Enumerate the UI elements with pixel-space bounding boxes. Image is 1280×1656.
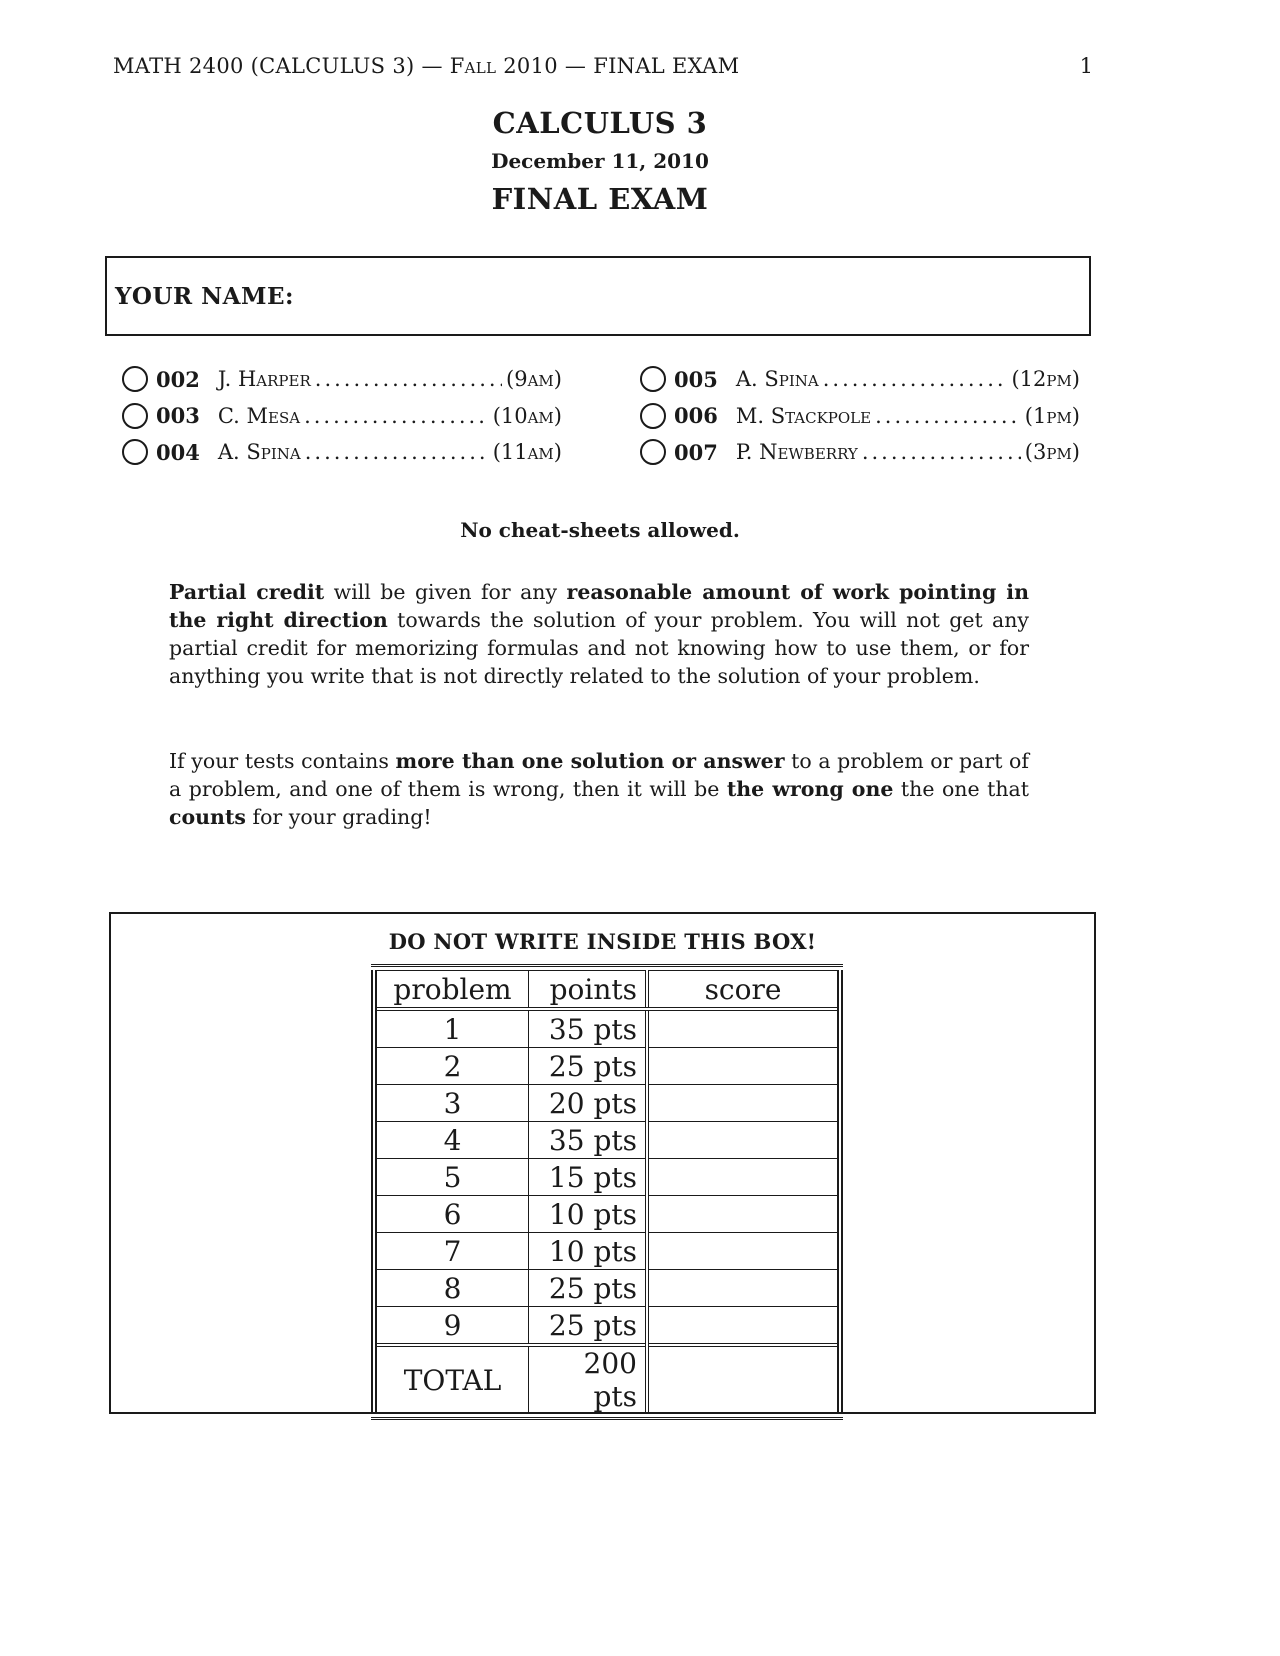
table-row [374,1085,840,1122]
table-row [374,1009,840,1048]
score-cell [647,1048,840,1085]
header-separator: — [421,54,443,78]
section-time: (1pm) [1024,403,1080,428]
dot-leader [304,404,489,428]
multiple-answers-paragraph [169,747,1029,831]
points-cell: 25 pts [529,1307,648,1346]
section-option[interactable] [640,398,1080,435]
section-list-right [640,361,1080,471]
section-instructor: A. Spina [217,440,301,465]
radio-circle-icon[interactable] [122,366,148,392]
bold-text: reasonable amount of work pointing in the right direction [169,580,1029,632]
points-cell: 15 pts [529,1159,648,1196]
points-cell: 25 pts [529,1048,648,1085]
bold-text: counts [169,805,246,829]
exam-date: December 11, 2010 [491,149,709,173]
score-table [371,970,843,1414]
radio-circle-icon[interactable] [122,403,148,429]
section-number: 004 [156,439,200,465]
problem-cell: 4 [374,1122,529,1159]
page-title: CALCULUS 3 [492,106,708,140]
body-text: towards the solution of your problem. You will not get any partial credit for memorizing formulas and not knowing how to use them, or for anything you write that is not directly related to the solution of your problem. [169,608,1029,688]
score-cell [647,1159,840,1196]
score-cell [647,1196,840,1233]
body-text: If your tests contains [169,749,396,773]
name-box[interactable] [105,256,1091,336]
body-text: to a problem or part of a problem, and one of them is wrong, then it will be [169,749,1029,801]
radio-circle-icon[interactable] [122,439,148,465]
radio-circle-icon[interactable] [640,403,666,429]
points-cell: 35 pts [529,1009,648,1048]
body-text: will be given for any [324,580,567,604]
section-instructor: C. Mesa [217,403,301,428]
score-box [109,912,1096,1414]
table-row [374,1233,840,1270]
table-row [374,1196,840,1233]
section-number: 006 [674,403,718,429]
running-header [113,54,739,78]
section-time: (3pm) [1024,440,1080,465]
bold-text: more than one solution or answer [395,749,785,773]
points-cell: 10 pts [529,1196,648,1233]
header-exam: FINAL EXAM [593,54,740,78]
total-score-cell [647,1345,840,1414]
section-time: (9am) [506,367,562,392]
problem-cell: 6 [374,1196,529,1233]
problem-cell: 1 [374,1009,529,1048]
radio-circle-icon[interactable] [640,366,666,392]
score-cell [647,1270,840,1307]
name-label: YOUR NAME: [115,283,294,310]
header-problem: problem [374,971,529,1010]
page-number: 1 [1079,54,1093,78]
score-cell [647,1233,840,1270]
section-instructor: M. Stackpole [735,403,872,428]
score-table-frame [371,964,843,1420]
score-cell [647,1085,840,1122]
partial-credit-paragraph [169,578,1029,690]
page-subtitle: FINAL EXAM [491,182,709,216]
dot-leader [315,367,502,391]
problem-cell: 2 [374,1048,529,1085]
section-time: (10am) [492,403,562,428]
section-time: (11am) [492,440,562,465]
section-instructor: P. Newberry [735,440,858,465]
no-cheat-sheets-notice: No cheat-sheets allowed. [460,518,740,542]
bold-text: the wrong one [726,777,894,801]
section-number: 002 [156,366,200,392]
points-cell: 20 pts [529,1085,648,1122]
dot-leader [862,440,1021,464]
header-points: points [529,971,648,1010]
section-list-left [122,361,562,471]
section-option[interactable] [122,398,562,435]
score-cell [647,1307,840,1346]
points-cell: 35 pts [529,1122,648,1159]
points-cell: 25 pts [529,1270,648,1307]
section-number: 007 [674,439,718,465]
points-cell: 10 pts [529,1233,648,1270]
header-separator: — [564,54,587,78]
section-instructor: J. Harper [217,367,311,392]
bold-text: Partial credit [169,580,325,604]
header-term: Fall 2010 [449,54,558,78]
total-points: 200 pts [529,1345,648,1414]
section-number: 003 [156,403,200,429]
dot-leader [823,367,1008,391]
table-row [374,1048,840,1085]
total-row [374,1345,840,1414]
section-option[interactable] [122,361,562,398]
header-course: MATH 2400 (CALCULUS 3) [113,54,415,78]
section-instructor: A. Spina [735,367,819,392]
section-option[interactable] [640,361,1080,398]
header-score: score [647,971,840,1010]
problem-cell: 3 [374,1085,529,1122]
body-text: for your grading! [245,805,432,829]
table-header-row [374,971,840,1010]
table-row [374,1122,840,1159]
dot-leader [305,440,489,464]
score-cell [647,1009,840,1048]
problem-cell: 7 [374,1233,529,1270]
problem-cell: 9 [374,1307,529,1346]
table-row [374,1307,840,1346]
body-text: the one that [893,777,1030,801]
score-box-warning: DO NOT WRITE INSIDE THIS BOX! [388,929,817,954]
table-row [374,1159,840,1196]
score-cell [647,1122,840,1159]
problem-cell: 5 [374,1159,529,1196]
table-row [374,1270,840,1307]
section-option[interactable] [122,434,562,471]
section-number: 005 [674,366,718,392]
total-label: TOTAL [374,1345,529,1414]
problem-cell: 8 [374,1270,529,1307]
radio-circle-icon[interactable] [640,439,666,465]
section-time: (12pm) [1011,367,1080,392]
section-option[interactable] [640,434,1080,471]
dot-leader [875,404,1021,428]
